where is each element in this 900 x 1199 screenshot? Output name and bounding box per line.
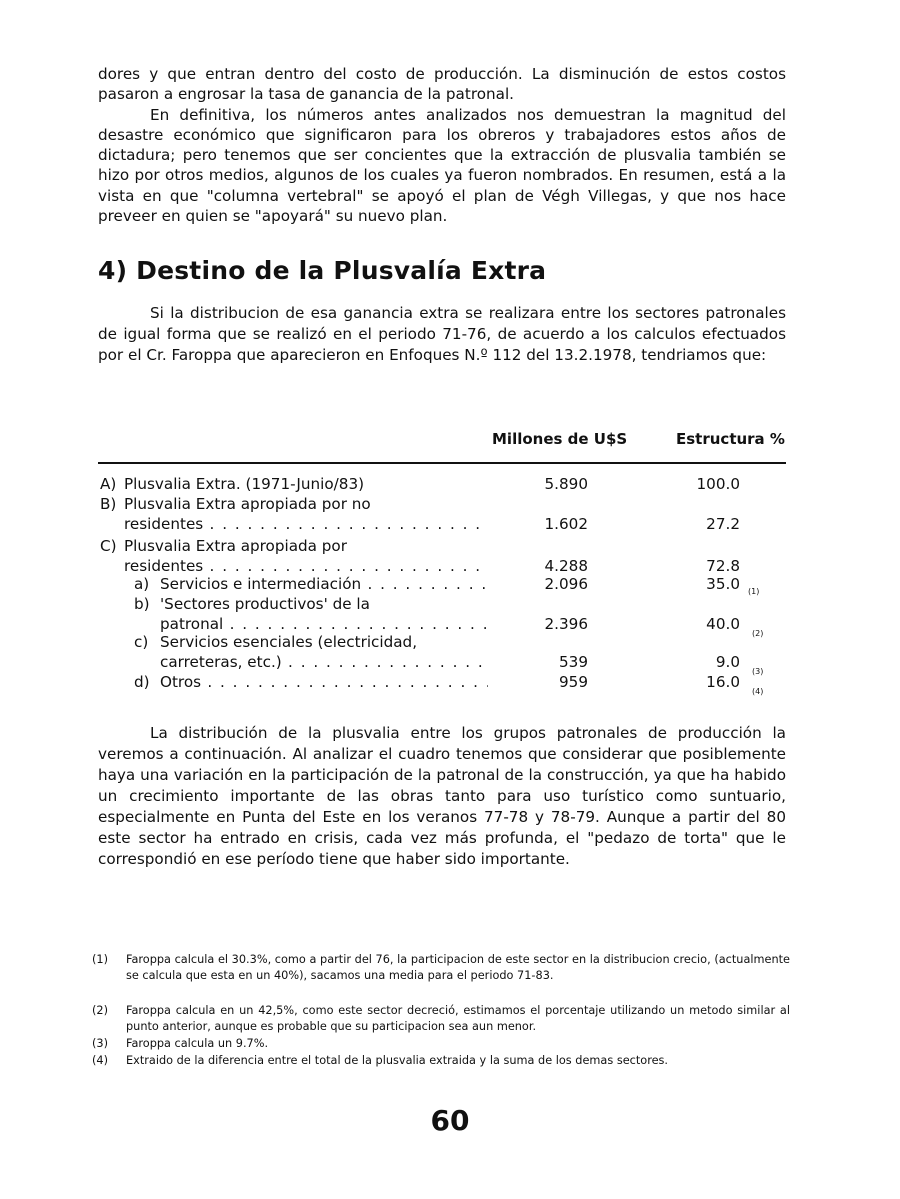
footnote-text: Faroppa calcula el 30.3%, como a partir del 76, la participacion de este sector en la distribucion crecio, (actualmente se calcula que esta en un 40%), sacamos una media para el periodo 71-83. <box>126 953 790 982</box>
table-row <box>0 632 900 676</box>
row-value: 959 <box>559 673 588 691</box>
row-text-continued: carreteras, etc.) . . . <box>160 652 488 672</box>
footnote-number: (3) <box>92 1037 109 1050</box>
row-value: 1.602 <box>544 515 588 533</box>
row-label: d) <box>134 673 150 691</box>
row-percent: 9.0 <box>715 653 740 671</box>
footnote <box>92 1036 792 1052</box>
table-row <box>0 494 900 534</box>
row-label: B) <box>100 495 117 513</box>
row-value: 2.396 <box>544 615 588 633</box>
row-value: 2.096 <box>544 575 588 593</box>
table-row <box>0 594 900 638</box>
row-text: Servicios e intermediación . . . <box>160 574 488 594</box>
table-header-rule <box>98 462 786 464</box>
footnote-ref: (3) <box>752 667 764 676</box>
table-row <box>0 574 900 594</box>
row-percent: 100.0 <box>696 475 740 493</box>
section-heading: 4) Destino de la Plusvalía Extra <box>98 256 547 285</box>
table-row <box>0 536 900 576</box>
row-text: Plusvalia Extra. (1971-Junio/83) <box>124 475 365 493</box>
row-percent: 40.0 <box>706 615 740 633</box>
row-percent: 35.0 <box>706 575 740 593</box>
row-text: Otros . . . <box>160 672 488 692</box>
row-label: a) <box>134 575 150 593</box>
paragraph-intro <box>98 64 786 226</box>
row-text: Plusvalia Extra apropiada por no <box>124 495 371 513</box>
footnote-ref: (2) <box>752 629 764 638</box>
row-value: 4.288 <box>544 557 588 575</box>
footnote-ref: (1) <box>748 587 760 596</box>
paragraph-distribution <box>98 303 786 366</box>
footnote-ref: (4) <box>752 687 764 696</box>
footnote-text: Faroppa calcula en un 42,5%, como este sector decreció, estimamos el porcentaje utilizando un metodo similar al punto anterior, aunque es probable que su participacion sea aun menor. <box>126 1004 790 1033</box>
footnote <box>92 1053 792 1069</box>
row-value: 539 <box>559 653 588 671</box>
footnote-text: Extraido de la diferencia entre el total de la plusvalia extraida y la suma de los demas sectores. <box>126 1054 669 1067</box>
footnote-number: (1) <box>92 953 109 966</box>
paragraph-analysis <box>98 723 786 870</box>
row-label: b) <box>134 595 150 613</box>
paragraph-intro-part1: dores y que entran dentro del costo de producción. La disminución de estos costos pasaron a engrosar la tasa de ganancia de la patronal. <box>98 65 786 104</box>
row-label: A) <box>100 475 117 493</box>
row-text: Servicios esenciales (electricidad, <box>160 633 418 651</box>
row-percent: 27.2 <box>706 515 740 533</box>
paragraph-analysis-text: La distribución de la plusvalia entre los grupos patronales de producción la veremos a continuación. Al analizar el cuadro tenemos que considerar que posiblemente haya una variación en la participación de la patronal de la construcción, ya que ha habido un crecimiento importante de las obras tanto para uso turístico como suntuario, especialmente en Punta del Este en los veranos 77-78 y 78-79. Aunque a partir del 80 este sector ha entrado en crisis, cada vez más profunda, el "pedazo de torta" que le correspondió en ese período tiene que haber sido importante. <box>98 724 786 868</box>
paragraph-intro-part2: En definitiva, los números antes analizados nos demuestran la magnitud del desastre económico que significaron para los obreros y trabajadores estos años de dictadura; pero tenemos que ser concientes que la extracción de plusvalia también se hizo por otros medios, algunos de los cuales ya fueron nombrados. En resumen, está a la vista en que "columna vertebral" se apoyó el plan de Végh Villegas, y que nos hace preveer en quien se "apoyará" su nuevo plan. <box>98 105 786 226</box>
footnote <box>92 1003 792 1035</box>
row-percent: 16.0 <box>706 673 740 691</box>
row-text: Plusvalia Extra apropiada por <box>124 537 347 555</box>
row-text-continued: residentes . . . <box>124 514 488 534</box>
footnote <box>92 952 792 1000</box>
column-header-millones: Millones de U$S <box>492 430 628 448</box>
footnote-number: (2) <box>92 1004 109 1017</box>
row-value: 5.890 <box>544 475 588 493</box>
row-text: 'Sectores productivos' de la <box>160 595 370 613</box>
column-header-estructura: Estructura % <box>676 430 785 448</box>
footnote-text: Faroppa calcula un 9.7%. <box>126 1037 269 1050</box>
table-row <box>0 474 900 494</box>
table-row <box>0 672 900 696</box>
row-text-continued: patronal . . . <box>160 614 488 634</box>
paragraph-distribution-text: Si la distribucion de esa ganancia extra se realizara entre los sectores patronales de igual forma que se realizó en el periodo 71-76, de acuerdo a los calculos efectuados por el Cr. Faroppa que aparecieron en Enfoques N.º 112 del 13.2.1978, tendriamos que: <box>98 304 786 364</box>
row-percent: 72.8 <box>706 557 740 575</box>
row-label: c) <box>134 633 149 651</box>
footnote-number: (4) <box>92 1054 109 1067</box>
row-label: C) <box>100 537 117 555</box>
row-text-continued: residentes . . . <box>124 556 488 576</box>
page-number: 60 <box>430 1104 470 1137</box>
